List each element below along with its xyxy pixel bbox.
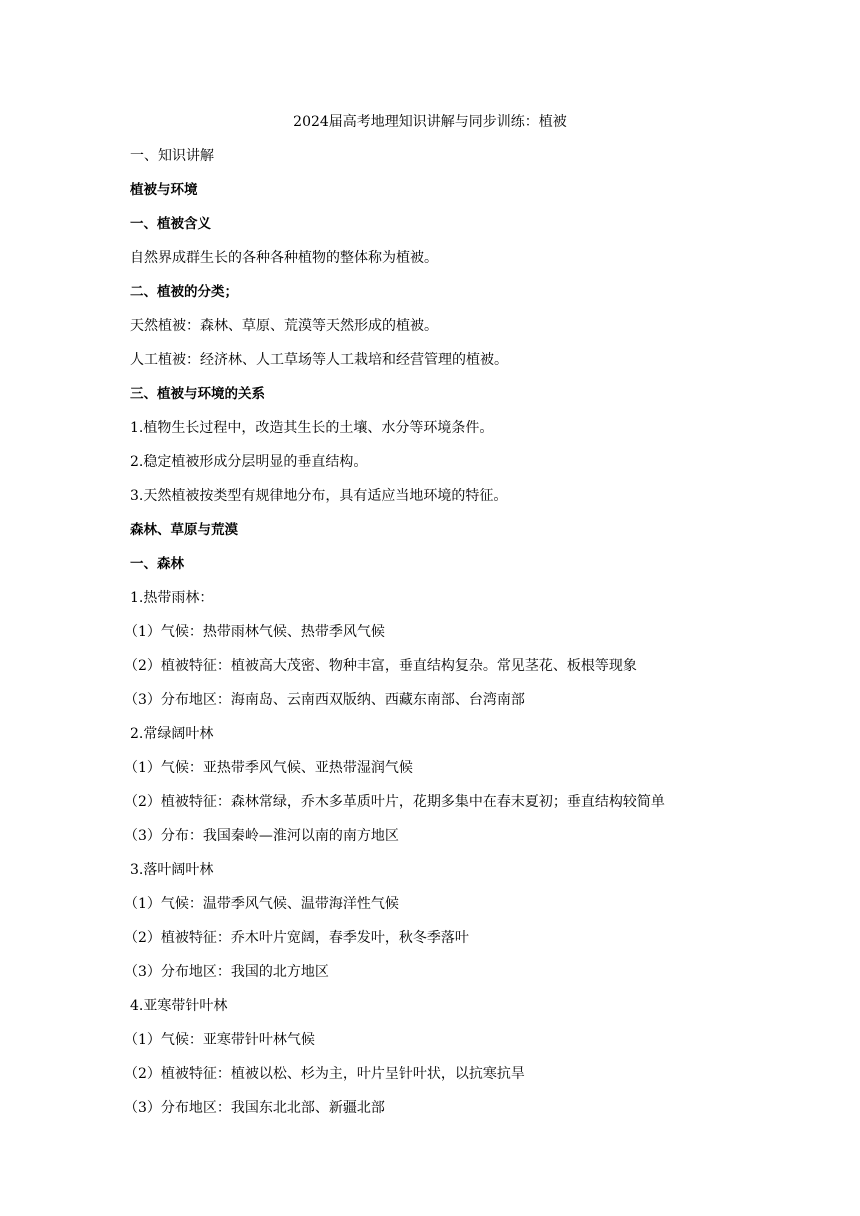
section-heading: 二、植被的分类；	[130, 284, 238, 300]
body-line: 3.落叶阔叶林	[130, 862, 214, 878]
sub-item-line: （1）气候：亚寒带针叶林气候	[124, 1032, 315, 1048]
document-body	[124, 146, 770, 1132]
body-line: 4.亚寒带针叶林	[130, 998, 228, 1014]
body-line: 2.稳定植被形成分层明显的垂直结构。	[130, 454, 368, 470]
sub-item-line: （3）分布地区：海南岛、云南西双版纳、西藏东南部、台湾南部	[124, 692, 525, 708]
body-line: 人工植被：经济林、人工草场等人工栽培和经营管理的植被。	[130, 352, 508, 368]
section-heading: 一、植被含义	[130, 216, 211, 232]
sub-item-line: （2）植被特征：乔木叶片宽阔，春季发叶，秋冬季落叶	[124, 930, 469, 946]
body-line: 一、知识讲解	[130, 148, 214, 164]
body-line: 1.热带雨林：	[130, 590, 214, 606]
body-line: 3.天然植被按类型有规律地分布，具有适应当地环境的特征。	[130, 488, 508, 504]
sub-item-line: （1）气候：温带季风气候、温带海洋性气候	[124, 896, 399, 912]
body-line: 2.常绿阔叶林	[130, 726, 214, 742]
sub-item-line: （1）气候：热带雨林气候、热带季风气候	[124, 624, 385, 640]
sub-item-line: （3）分布：我国秦岭—淮河以南的南方地区	[124, 828, 399, 844]
section-heading: 植被与环境	[130, 182, 198, 198]
body-line: 1.植物生长过程中，改造其生长的土壤、水分等环境条件。	[130, 420, 494, 436]
sub-item-line: （2）植被特征：植被以松、杉为主，叶片呈针叶状，以抗寒抗旱	[124, 1066, 525, 1082]
section-heading: 森林、草原与荒漠	[130, 522, 238, 538]
sub-item-line: （3）分布地区：我国的北方地区	[124, 964, 329, 980]
section-heading: 一、森林	[130, 556, 184, 572]
document-title: 2024届高考地理知识讲解与同步训练：植被	[293, 114, 567, 130]
sub-item-line: （1）气候：亚热带季风气候、亚热带湿润气候	[124, 760, 413, 776]
sub-item-line: （2）植被特征：森林常绿，乔木多革质叶片，花期多集中在春末夏初；垂直结构较简单	[124, 794, 665, 810]
body-line: 天然植被：森林、草原、荒漠等天然形成的植被。	[130, 318, 438, 334]
body-line: 自然界成群生长的各种各种植物的整体称为植被。	[130, 250, 438, 266]
sub-item-line: （3）分布地区：我国东北北部、新疆北部	[124, 1100, 385, 1116]
section-heading: 三、植被与环境的关系	[130, 386, 265, 402]
sub-item-line: （2）植被特征：植被高大茂密、物种丰富，垂直结构复杂。常见茎花、板根等现象	[124, 658, 637, 674]
